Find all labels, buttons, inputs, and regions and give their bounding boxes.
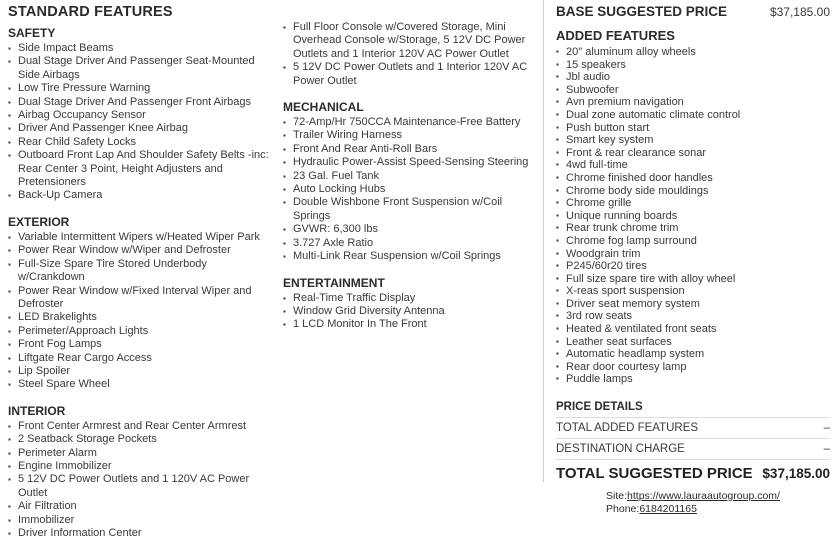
feature-item: ▪ 23 Gal. Fuel Tank — [283, 170, 539, 183]
added-feature-item: ▪ Chrome fog lamp surround — [556, 235, 830, 248]
standard-features-column-2 — [283, 4, 539, 344]
vertical-divider — [543, 0, 544, 482]
feature-item: ▪ 5 12V DC Power Outlets and 1 120V AC Power Outlet — [8, 473, 274, 500]
feature-item: ▪ Full Floor Console w/Covered Storage, Mini Overhead Console w/Storage, 5 12V DC Power Outlets and 1 Interior 120V AC Power Outlet — [283, 21, 539, 61]
feature-item: ▪ Front And Rear Anti-Roll Bars — [283, 143, 539, 156]
feature-section — [283, 100, 539, 263]
feature-item: ▪ Driver And Passenger Knee Airbag — [8, 122, 274, 135]
added-feature-item: ▪ Automatic headlamp system — [556, 348, 830, 361]
added-feature-item: ▪ Jbl audio — [556, 71, 830, 84]
phone-link[interactable]: 6184201165 — [639, 503, 697, 516]
destination-charge-value: – — [823, 443, 830, 456]
added-feature-item: ▪ Woodgrain trim — [556, 248, 830, 261]
feature-item: ▪ Dual Stage Driver And Passenger Front Airbags — [8, 96, 274, 109]
feature-list — [8, 231, 274, 392]
feature-item: ▪ Full-Size Spare Tire Stored Underbody w/Crankdown — [8, 258, 274, 285]
feature-section — [8, 215, 274, 392]
added-feature-item: ▪ Driver seat memory system — [556, 298, 830, 311]
feature-item: ▪ Trailer Wiring Harness — [283, 129, 539, 142]
left-sections — [8, 26, 274, 540]
feature-item: ▪ 2 Seatback Storage Pockets — [8, 433, 274, 446]
section-heading: EXTERIOR — [8, 214, 70, 229]
added-features-title: ADDED FEATURES — [556, 28, 675, 43]
feature-item: ▪ Lip Spoiler — [8, 365, 274, 378]
added-feature-item: ▪ 3rd row seats — [556, 310, 830, 323]
price-panel — [556, 4, 830, 517]
feature-list — [8, 42, 274, 203]
feature-section — [8, 26, 274, 203]
feature-item: ▪ Double Wishbone Front Suspension w/Coil Springs — [283, 196, 539, 223]
contact-block — [606, 490, 780, 516]
section-heading: ENTERTAINMENT — [283, 275, 385, 290]
added-feature-item: ▪ Chrome body side mouldings — [556, 185, 830, 198]
standard-features-title: STANDARD FEATURES — [8, 4, 173, 20]
feature-item: ▪ Window Grid Diversity Antenna — [283, 305, 539, 318]
feature-item: ▪ 1 LCD Monitor In The Front — [283, 318, 539, 331]
added-feature-item: ▪ Chrome finished door handles — [556, 172, 830, 185]
feature-section — [8, 404, 274, 541]
added-feature-item: ▪ Dual zone automatic climate control — [556, 109, 830, 122]
feature-item: ▪ Steel Spare Wheel — [8, 378, 274, 391]
feature-item: ▪ Engine Immobilizer — [8, 460, 274, 473]
standard-features-column — [8, 4, 274, 552]
feature-item: ▪ GVWR: 6,300 lbs — [283, 223, 539, 236]
added-feature-item: ▪ Push button start — [556, 122, 830, 135]
feature-item: ▪ Perimeter/Approach Lights — [8, 325, 274, 338]
price-details-title: PRICE DETAILS — [556, 398, 830, 418]
total-suggested-price-row — [556, 460, 830, 484]
added-feature-item: ▪ Chrome grille — [556, 197, 830, 210]
section-heading: SAFETY — [8, 26, 56, 40]
section-heading: MECHANICAL — [283, 100, 364, 115]
added-feature-item: ▪ Subwoofer — [556, 84, 830, 97]
feature-item: ▪ Outboard Front Lap And Shoulder Safety Belts -inc: Rear Center 3 Point, Height Adjusters and Pretensioners — [8, 149, 274, 189]
added-feature-item: ▪ Unique running boards — [556, 210, 830, 223]
contact-wrap — [556, 490, 830, 517]
destination-charge-label: DESTINATION CHARGE — [556, 443, 685, 456]
added-feature-item: ▪ Avn premium navigation — [556, 96, 830, 109]
base-price-value: $37,185.00 — [769, 5, 830, 19]
added-feature-item: ▪ Leather seat surfaces — [556, 336, 830, 349]
feature-item: ▪ Variable Intermittent Wipers w/Heated Wiper Park — [8, 231, 274, 244]
added-feature-item: ▪ 20" aluminum alloy wheels — [556, 46, 830, 59]
feature-item: ▪ 3.727 Axle Ratio — [283, 237, 539, 250]
destination-charge-row — [556, 439, 830, 460]
feature-item: ▪ Perimeter Alarm — [8, 447, 274, 460]
added-feature-item: ▪ Smart key system — [556, 134, 830, 147]
added-feature-item: ▪ Rear door courtesy lamp — [556, 361, 830, 374]
feature-item: ▪ Multi-Link Rear Suspension w/Coil Springs — [283, 250, 539, 263]
site-line — [606, 490, 780, 503]
feature-item: ▪ Front Fog Lamps — [8, 338, 274, 351]
site-label: Site: — [606, 490, 628, 503]
feature-section — [283, 21, 539, 88]
base-price-label: BASE SUGGESTED PRICE — [556, 4, 728, 19]
feature-item: ▪ Power Rear Window w/Fixed Interval Wiper and Defroster — [8, 285, 274, 312]
added-feature-item: ▪ Heated & ventilated front seats — [556, 323, 830, 336]
feature-item: ▪ Power Rear Window w/Wiper and Defroster — [8, 244, 274, 257]
total-suggested-price-value: $37,185.00 — [762, 466, 830, 482]
added-feature-item: ▪ P245/60r20 tires — [556, 260, 830, 273]
feature-item: ▪ Driver Information Center — [8, 527, 274, 540]
feature-item: ▪ Liftgate Rear Cargo Access — [8, 352, 274, 365]
added-feature-item: ▪ X-reas sport suspension — [556, 285, 830, 298]
feature-item: ▪ Airbag Occupancy Sensor — [8, 109, 274, 122]
feature-item: ▪ 5 12V DC Power Outlets and 1 Interior 120V AC Power Outlet — [283, 61, 539, 88]
added-features-list — [556, 46, 830, 386]
added-feature-item: ▪ 15 speakers — [556, 59, 830, 72]
middle-sections — [283, 21, 539, 332]
total-added-features-row — [556, 418, 830, 439]
added-feature-item: ▪ 4wd full-time — [556, 159, 830, 172]
section-heading: INTERIOR — [8, 403, 66, 418]
feature-list — [283, 21, 539, 88]
feature-list — [283, 116, 539, 263]
base-price-row — [556, 4, 830, 19]
feature-item: ▪ Low Tire Pressure Warning — [8, 82, 274, 95]
feature-list — [8, 420, 274, 541]
feature-item: ▪ Front Center Armrest and Rear Center Armrest — [8, 420, 274, 433]
feature-item: ▪ Real-Time Traffic Display — [283, 292, 539, 305]
added-feature-item: ▪ Rear trunk chrome trim — [556, 222, 830, 235]
feature-item: ▪ Side Impact Beams — [8, 42, 274, 55]
feature-item: ▪ Rear Child Safety Locks — [8, 136, 274, 149]
added-feature-item: ▪ Front & rear clearance sonar — [556, 147, 830, 160]
site-link[interactable]: https://www.lauraautogroup.com/ — [627, 490, 780, 503]
added-feature-item: ▪ Puddle lamps — [556, 373, 830, 386]
total-added-features-value: – — [823, 422, 830, 435]
feature-list — [283, 292, 539, 332]
total-suggested-price-label: TOTAL SUGGESTED PRICE — [556, 465, 753, 483]
phone-line — [606, 503, 780, 516]
feature-item: ▪ Back-Up Camera — [8, 189, 274, 202]
feature-item: ▪ Immobilizer — [8, 514, 274, 527]
feature-section — [283, 276, 539, 332]
feature-item: ▪ Air Filtration — [8, 500, 274, 513]
feature-item: ▪ Hydraulic Power-Assist Speed-Sensing Steering — [283, 156, 539, 169]
total-added-features-label: TOTAL ADDED FEATURES — [556, 422, 699, 435]
feature-item: ▪ 72-Amp/Hr 750CCA Maintenance-Free Battery — [283, 116, 539, 129]
feature-item: ▪ Dual Stage Driver And Passenger Seat-Mounted Side Airbags — [8, 55, 274, 82]
phone-label: Phone: — [606, 503, 640, 516]
added-feature-item: ▪ Full size spare tire with alloy wheel — [556, 273, 830, 286]
feature-item: ▪ LED Brakelights — [8, 311, 274, 324]
feature-item: ▪ Auto Locking Hubs — [283, 183, 539, 196]
